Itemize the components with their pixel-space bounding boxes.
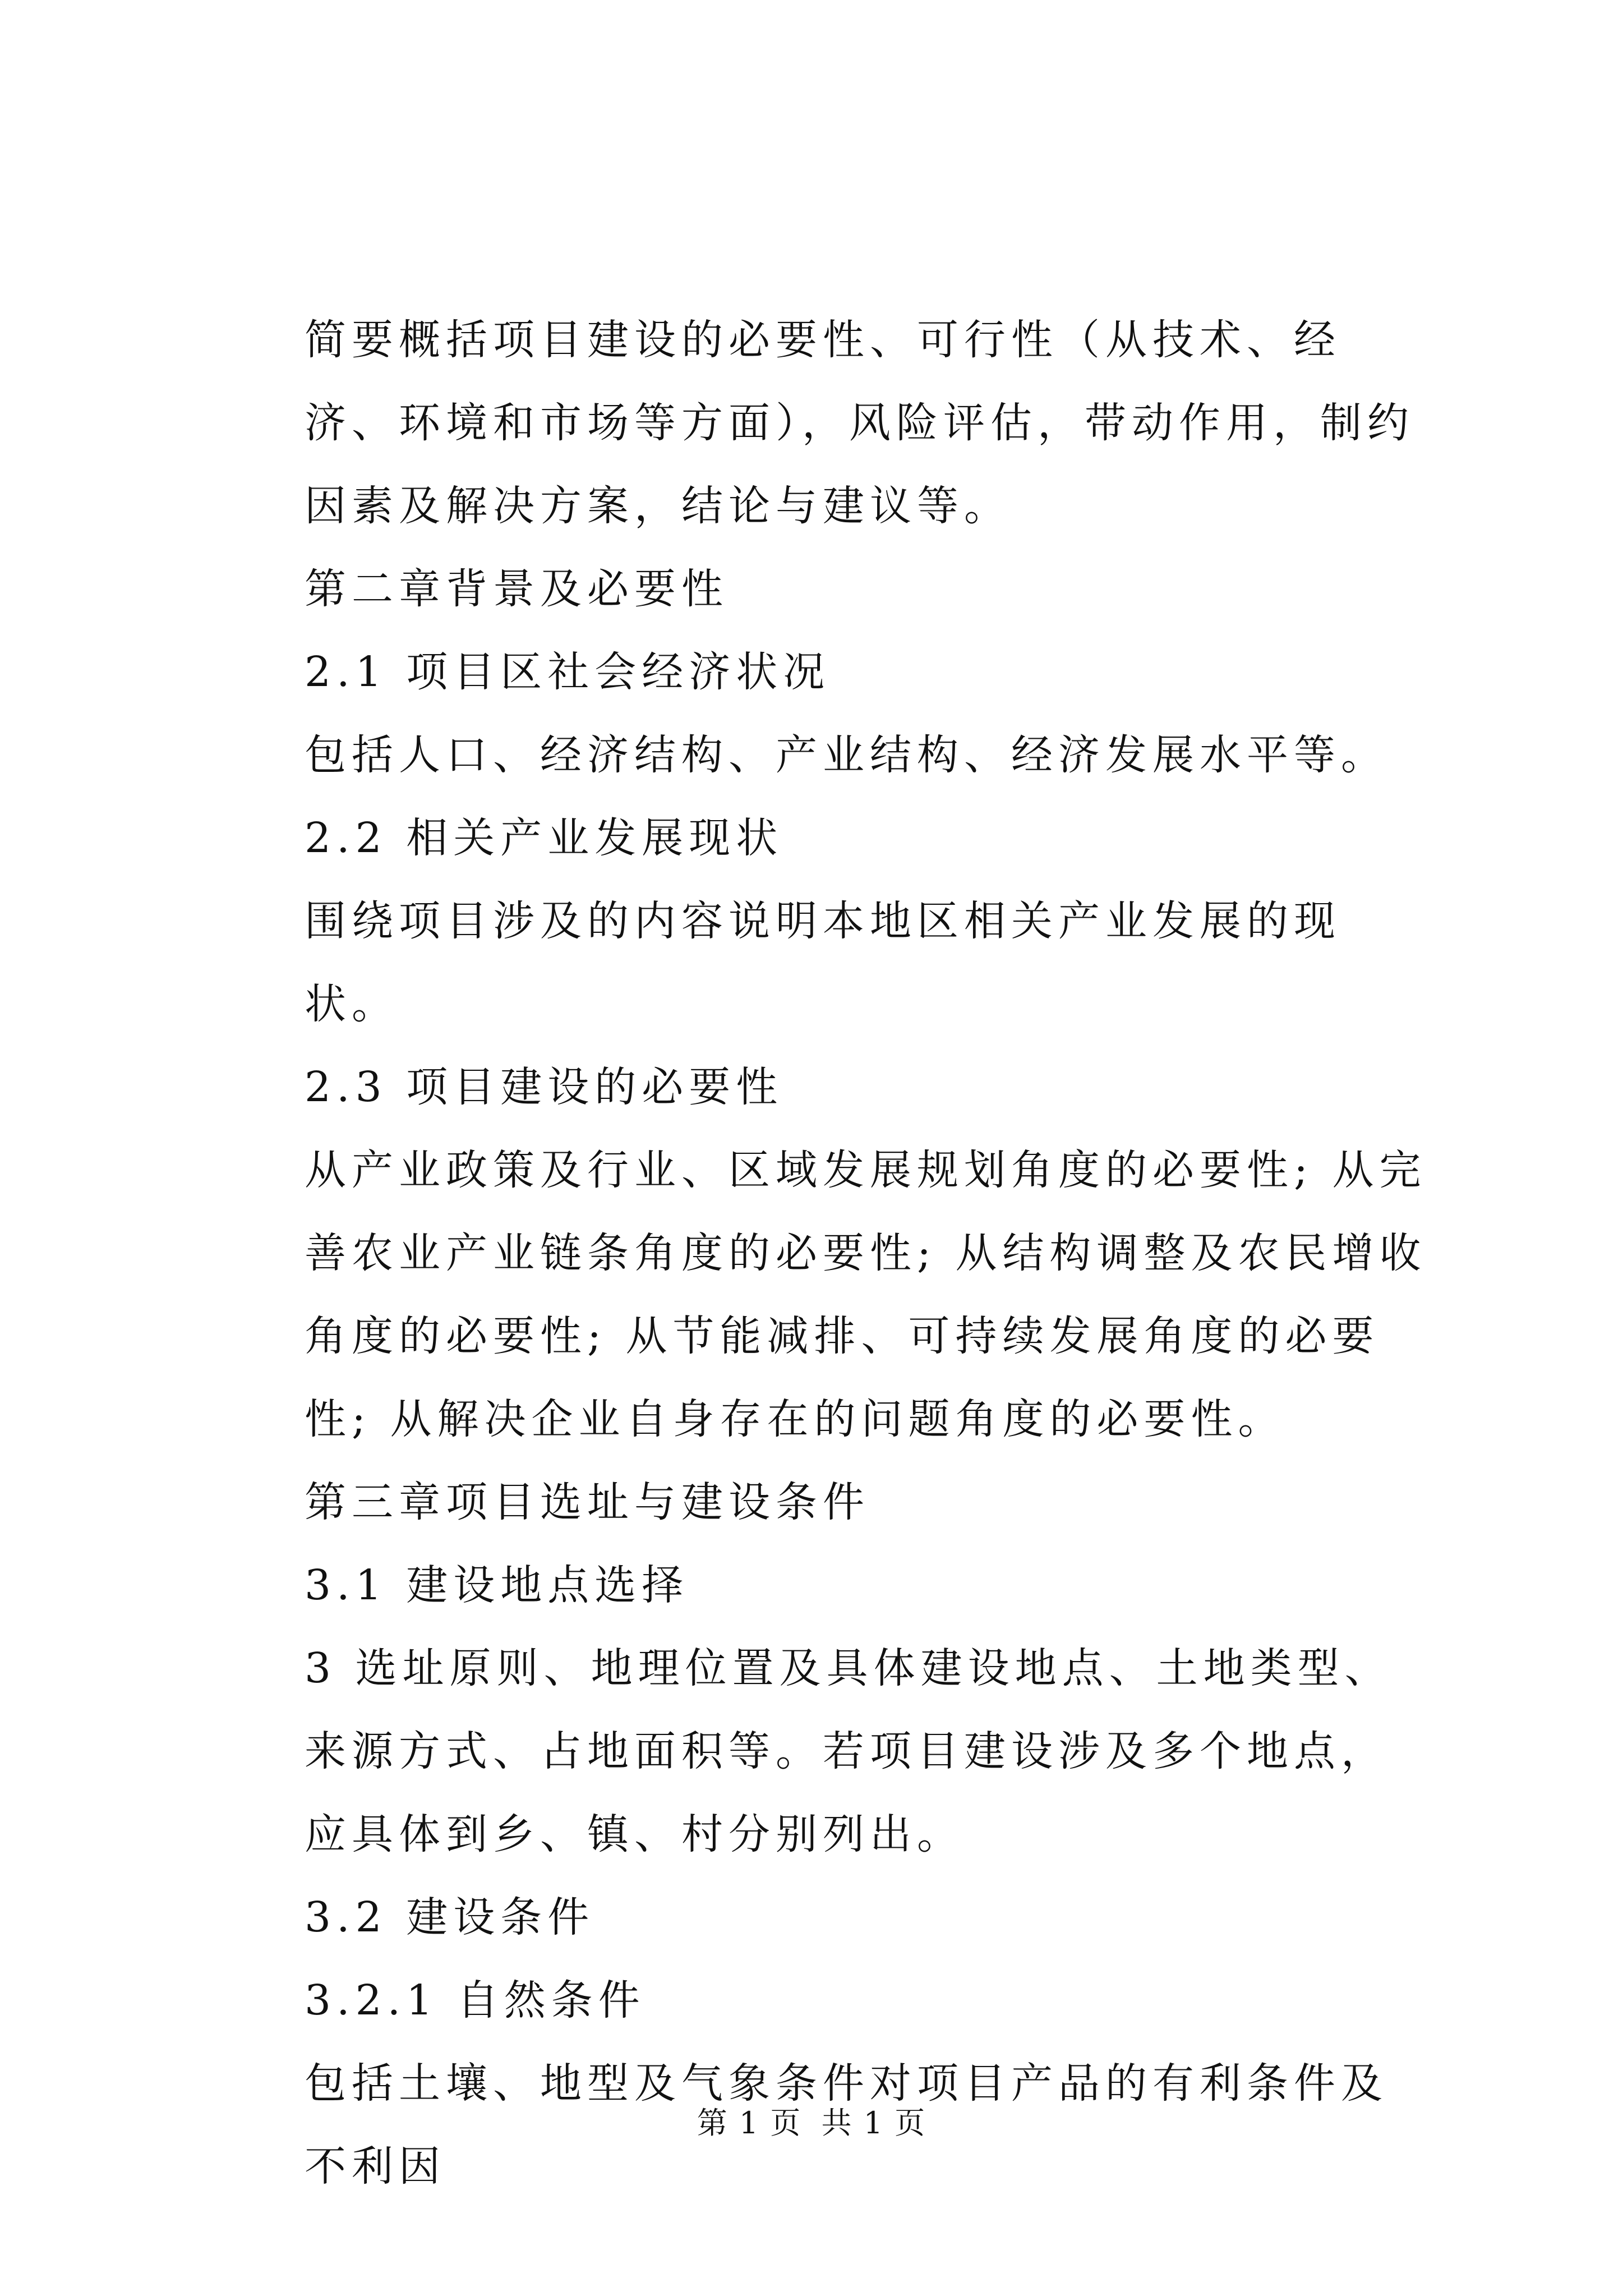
page-number: 第 1 页 bbox=[697, 2105, 802, 2141]
page-total: 共 1 页 bbox=[821, 2105, 926, 2141]
section-2-1-heading: 2.1 项目区社会经济状况 bbox=[305, 648, 831, 696]
document-body bbox=[210, 298, 1433, 2208]
chapter-3-heading: 第三章项目选址与建设条件 bbox=[305, 1478, 870, 1526]
paragraph-2-1: 包括人口、经济结构、产业结构、经济发展水平等。 bbox=[305, 731, 1388, 779]
section-2-2-heading: 2.2 相关产业发展现状 bbox=[305, 814, 783, 862]
paragraph-summary: 简要概括项目建设的必要性、可行性（从技术、经济、环境和市场等方面），风险评估，带动作用，制约因素及解决方案，结论与建议等。 bbox=[305, 316, 1414, 530]
section-2-3-heading: 2.3 项目建设的必要性 bbox=[305, 1063, 783, 1111]
section-3-1-heading: 3.1 建设地点选择 bbox=[305, 1561, 689, 1609]
paragraph-3-1: 3 选址原则、地理位置及具体建设地点、土地类型、来源方式、占地面积等。若项目建设涉及多个地点，应具体到乡、镇、村分别列出。 bbox=[305, 1644, 1392, 1858]
section-3-2-heading: 3.2 建设条件 bbox=[305, 1893, 595, 1941]
paragraph-3-2-1: 包括土壤、地型及气象条件对项目产品的有利条件及不利因 bbox=[305, 2059, 1388, 2191]
paragraph-2-3: 从产业政策及行业、区域发展规划角度的必要性; 从完善农业产业链条角度的必要性; 从结构调整及农民增收角度的必要性; 从节能减排、可持续发展角度的必要性; 从解决企业自身存在的问题角度的必要性。 bbox=[305, 1146, 1427, 1443]
paragraph-2-2: 围绕项目涉及的内容说明本地区相关产业发展的现状。 bbox=[305, 897, 1341, 1028]
page-footer bbox=[0, 2099, 1623, 2142]
section-3-2-1-heading: 3.2.1 自然条件 bbox=[305, 1976, 645, 2024]
chapter-2-heading: 第二章背景及必要性 bbox=[305, 565, 728, 613]
